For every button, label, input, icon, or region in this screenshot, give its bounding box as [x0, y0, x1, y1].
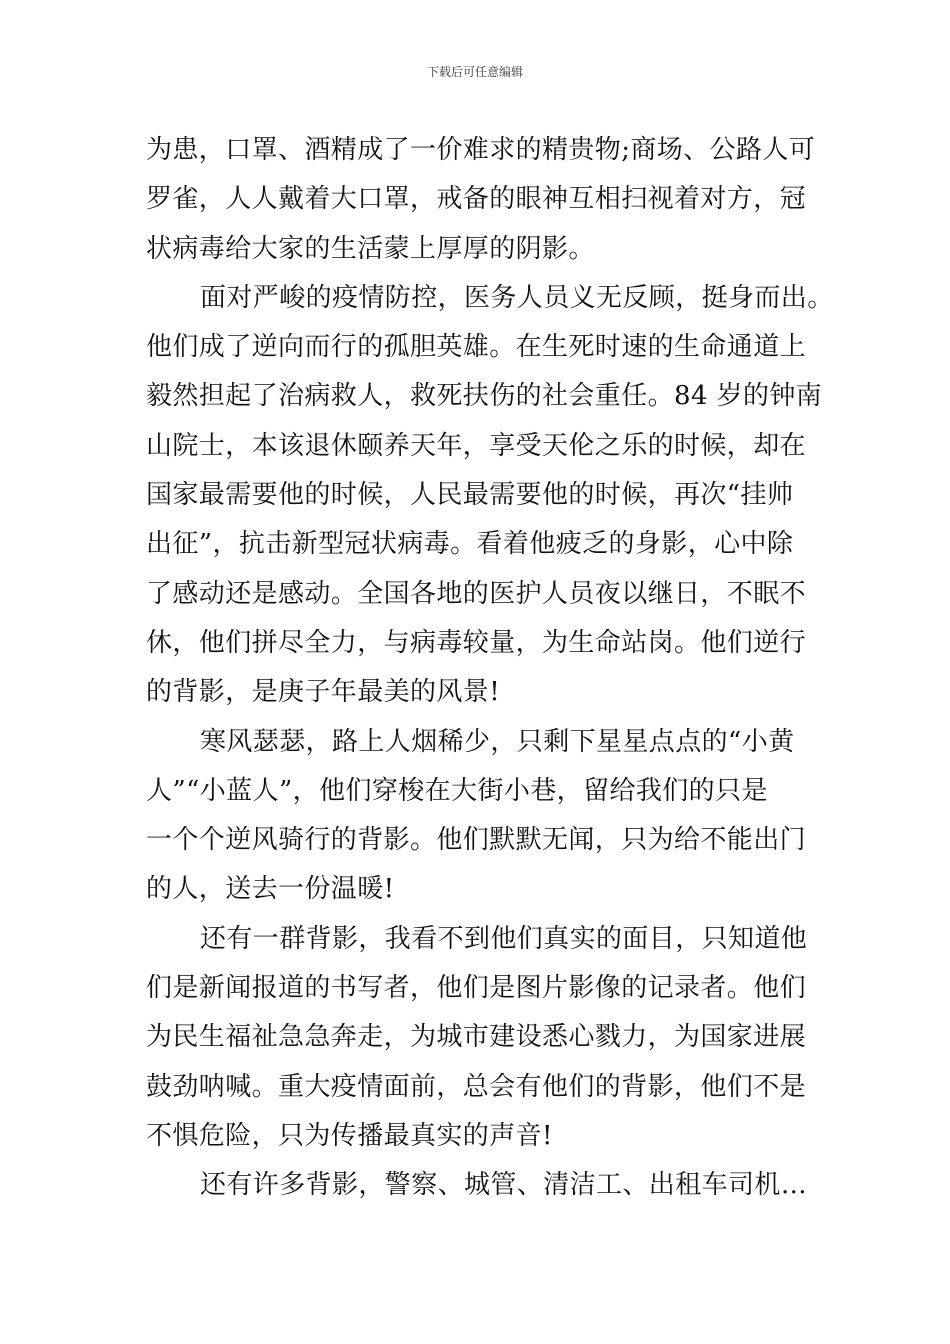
text-line: 不惧危险，只为传播最真实的声音!	[146, 1120, 553, 1151]
text-line: 休，他们拼尽全力，与病毒较量，为生命站岗。他们逆行	[146, 627, 807, 658]
text-line: 为患，口罩、酒精成了一价难求的精贵物;商场、公路人可	[146, 135, 816, 165]
text-line: 还有一群背影，我看不到他们真实的面目，只知道他	[200, 923, 808, 954]
text-line: 山院士，本该退休颐养天年，享受天伦之乐的时候，却在	[146, 430, 807, 461]
text-line: 寒风瑟瑟，路上人烟稀少，只剩下星星点点的“小黄	[200, 726, 795, 757]
text-line: 一个个逆风骑行的背影。他们默默无闻，只为给不能出门	[146, 825, 807, 856]
body-text	[146, 126, 834, 1211]
text-line: 出征”，抗击新型冠状病毒。看着他疲乏的身影，心中除	[146, 529, 794, 560]
text-line: 的背影，是庚子年最美的风景!	[146, 677, 501, 708]
page-header-note: 下载后可任意编辑	[426, 65, 523, 79]
text-line: 了感动还是感动。全国各地的医护人员夜以继日，不眠不	[146, 578, 807, 609]
text-line: 他们成了逆向而行的孤胆英雄。在生死时速的生命通道上	[146, 332, 807, 363]
text-line: 为民生福祉急急奔走，为城市建设悉心戮力，为国家进展	[146, 1022, 807, 1053]
text-line: 还有许多背影，警察、城管、清洁工、出租车司机…	[200, 1170, 808, 1201]
text-line: 的人，送去一份温暖!	[146, 874, 395, 905]
text-line: 毅然担起了治病救人，救死扶伤的社会重任。84 岁的钟南	[146, 381, 823, 412]
text-line: 们是新闻报道的书写者，他们是图片影像的记录者。他们	[146, 973, 807, 1004]
text-line: 罗雀，人人戴着大口罩，戒备的眼神互相扫视着对方，冠	[146, 184, 807, 215]
text-line: 状病毒给大家的生活蒙上厚厚的阴影。	[146, 233, 595, 264]
text-line: 鼓劲呐喊。重大疫情面前，总会有他们的背影，他们不是	[146, 1071, 807, 1102]
text-line: 人”“小蓝人”，他们穿梭在大街小巷，留给我们的只是	[146, 775, 768, 806]
text-line: 国家最需要他的时候，人民最需要他的时候，再次“挂帅	[146, 480, 794, 511]
text-line: 面对严峻的疫情防控，医务人员义无反顾，挺身而出。	[200, 282, 834, 313]
